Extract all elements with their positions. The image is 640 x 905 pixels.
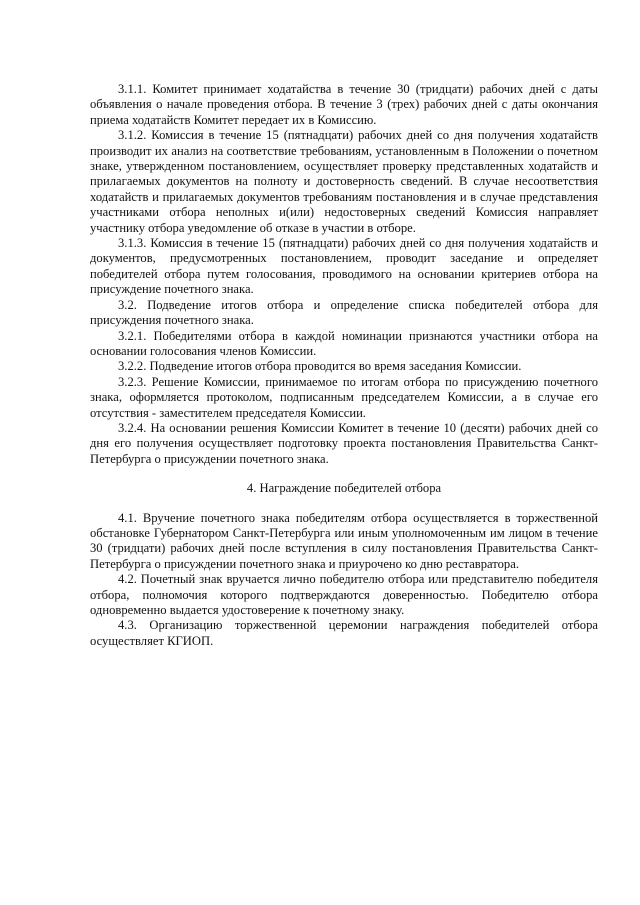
paragraph-3-2-1: 3.2.1. Победителями отбора в каждой номинации признаются участники отбора на основании голосования членов Комиссии.	[90, 328, 598, 358]
paragraph-3-1-2: 3.1.2. Комиссия в течение 15 (пятнадцати) рабочих дней со дня получения ходатайств производит их анализ на соответствие требованиям, установленным в Положении о почетном знаке, утвержденном постановлением, осуществляет проверку представленных ходатайств и прилагаемых документов на полноту и достоверность сведений. В случае несоответствия ходатайств и прилагаемых документов требованиям постановления и в случае представления участниками отбора неполных и(или) недостоверных сведений Комиссия направляет участнику отбора уведомление об отказе в участии в отборе.	[90, 128, 598, 235]
paragraph-3-1-1: 3.1.1. Комитет принимает ходатайства в течение 30 (тридцати) рабочих дней с даты объявления о начале проведения отбора. В течение 3 (трех) рабочих дней с даты окончания приема ходатайств Комитет передает их в Комиссию.	[90, 82, 598, 127]
paragraph-3-1-3: 3.1.3. Комиссия в течение 15 (пятнадцати) рабочих дней со дня получения ходатайств и документов, предусмотренных постановлением, проводит заседание и определяет победителей отбора путем голосования, проводимого на основании критериев отбора на присуждение почетного знака.	[90, 236, 598, 297]
paragraph-4-3: 4.3. Организацию торжественной церемонии награждения победителей отбора осуществляет КГИОП.	[90, 618, 598, 648]
paragraph-3-2-4: 3.2.4. На основании решения Комиссии Комитет в течение 10 (десяти) рабочих дней со дня его получения осуществляет подготовку проекта постановления Правительства Санкт-Петербурга о присуждении почетного знака.	[90, 420, 598, 466]
section-heading: 4. Награждение победителей отбора	[246, 481, 442, 496]
paragraph-3-2: 3.2. Подведение итогов отбора и определение списка победителей отбора для присуждения почетного знака.	[90, 297, 598, 328]
paragraph-4-2: 4.2. Почетный знак вручается лично победителю отбора или представителю победителя отбора, полномочия которого подтверждаются доверенностью. Победителю отбора одновременно выдается удостоверение к почетному знаку.	[90, 572, 598, 617]
paragraph-4-1: 4.1. Вручение почетного знака победителям отбора осуществляется в торжественной обстановке Губернатором Санкт-Петербурга или иным уполномоченным им лицом в течение 30 (тридцати) рабочих дней после вступления в силу постановления Правительства Санкт-Петербурга о присуждении почетного знака и приурочено ко дню реставратора.	[90, 510, 598, 571]
paragraph-3-2-2: 3.2.2. Подведение итогов отбора проводится во время заседания Комиссии.	[118, 359, 522, 374]
document-body	[90, 82, 598, 649]
paragraph-3-2-3: 3.2.3. Решение Комиссии, принимаемое по итогам отбора по присуждению почетного знака, оформляется протоколом, подписанным председателем Комиссии, а в случае его отсутствия - заместителем председателя Комиссии.	[90, 374, 598, 420]
